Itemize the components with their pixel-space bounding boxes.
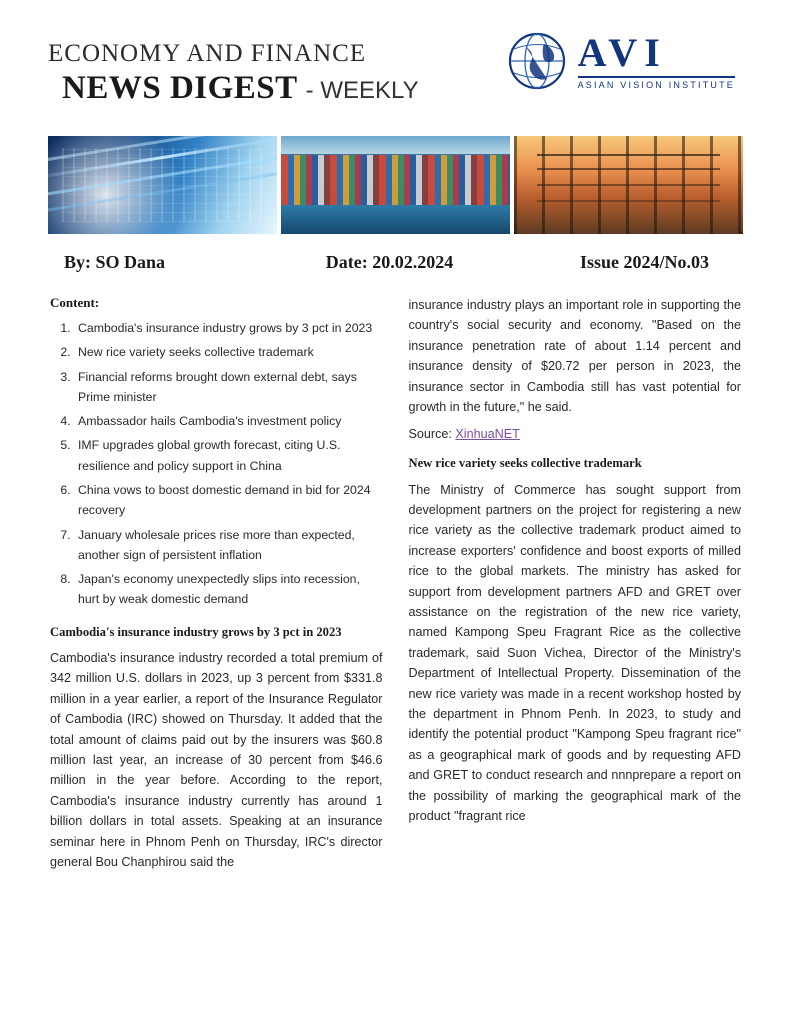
article-body-insurance-right: insurance industry plays an important role in supporting the country's social security and economy. "Based on the insurance penetration rate of about 1.14 percent and insurance density of $20.72 per person in 2023, the insurance sector in Cambodia still has vast potential for growth in the future," he said. [408,298,741,414]
logo-text [577,29,735,90]
article-body-rice: The Ministry of Commerce has sought support from development partners on the project for registering a new rice variety as the collective trademark product aimed to increase exporters' confidence and boost exports of milled rice to the global markets. The ministry has asked for support from development partners AFD and GRET over assistance on the registration of the new rice variety, named Kampong Speu Fragrant Rice as the collective trademark, said Suon Vichea, Director of the Ministry's Department of Intellectual Property. Dissemination of the new rice variety was made in a recent workshop hosted by the department in Phnom Penh. In 2023, to study and identify the potential product "Kampong Speu fragrant rice" as a geographical mark of goods and by requesting AFD and GRET to conduct research and nnnprepare a report on the possibility of marking the geographical mark of the product "fragrant rice [408,482,741,823]
list-item[interactable]: 8. Japan's economy unexpectedly slips into recession, hurt by weak domestic demand [74,569,383,610]
page-subtitle: - WEEKLY [305,77,419,104]
globe-icon [506,30,568,92]
list-item[interactable]: 6. China vows to boost domestic demand in bid for 2024 recovery [74,480,383,521]
article-headline-insurance: Cambodia's insurance industry grows by 3 pct in 2023 [50,624,342,639]
stock-market-chart-photo [48,136,277,234]
source-line [409,427,742,441]
logo-acronym: AVI [577,29,667,75]
list-item[interactable]: 5. IMF upgrades global growth forecast, citing U.S. resilience and policy support in China [74,435,383,476]
content-list [50,318,383,610]
avi-logo [506,30,743,92]
article-headline-rice: New rice variety seeks collective trademark [408,456,642,471]
masthead [48,30,743,126]
list-item[interactable]: 7. January wholesale prices rise more than expected, another sign of persistent inflation [74,525,383,566]
byline-author: By: SO Dana [64,252,166,272]
page-title: NEWS DIGEST [62,70,298,106]
left-column [50,295,383,880]
container-port-photo [281,136,510,234]
banner-strip [48,136,743,234]
byline-date: Date: 20.02.2024 [325,252,454,272]
power-grid-photo [514,136,743,234]
source-label: Source: [408,427,456,442]
list-item[interactable]: 4. Ambassador hails Cambodia's investment policy [74,411,383,431]
list-item[interactable]: 2. New rice variety seeks collective trademark [74,342,383,362]
article-body-insurance-left: Cambodia's insurance industry recorded a total premium of 342 million U.S. dollars in 2023, up 3 percent from $331.8 million in a year earlier, a report of the Insurance Regulator of Cambodia (IRC) showed on Thursday. It added that the total amount of claims paid out by the insurers was $60.8 million last year, an increase of 30 percent from $46.6 million in the year before. According to the report, Cambodia's insurance industry currently has around 1 billion dollars in total assets. Speaking at an insurance seminar here in Phnom Penh on Thursday, IRC's director general Bou Chanphirou said the [50,651,383,869]
byline-issue: Issue 2024/No.03 [579,252,709,272]
byline [48,252,743,273]
logo-full-name: ASIAN VISION INSTITUTE [578,76,735,90]
list-item[interactable]: 1. Cambodia's insurance industry grows by 3 pct in 2023 [74,318,383,338]
list-item[interactable]: 3. Financial reforms brought down external debt, says Prime minister [74,367,383,408]
right-column [409,295,742,880]
source-link[interactable]: XinhuaNET [455,427,520,442]
masthead-text [48,30,419,107]
title-row [48,70,419,107]
body-columns [48,295,743,880]
kicker: ECONOMY AND FINANCE [48,40,367,67]
content-label: Content: [50,295,100,310]
